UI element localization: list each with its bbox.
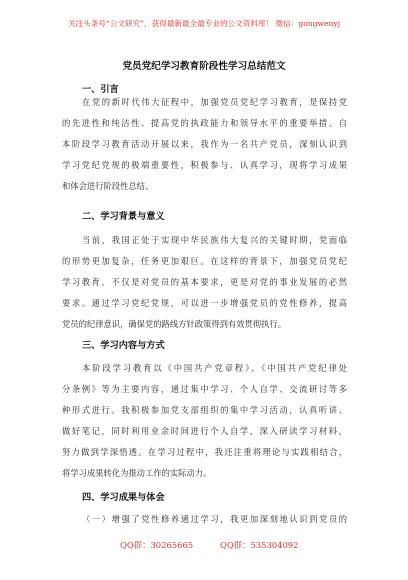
- paragraph-line: 的先进性和纯洁性、提高党的执政能力和领导水平的重要举措。自: [62, 118, 347, 128]
- paragraph-line: 党员的纪律意识，确保党的路线方针政策得到有效贯彻执行。: [62, 319, 287, 329]
- paragraph-line: 分条例》等为主要内容，通过集中学习、个人自学、交流研讨等多: [62, 384, 347, 394]
- section-heading: 二、学习背景与意义: [82, 211, 165, 222]
- paragraph-line: 和体会进行阶段性总结。: [62, 181, 154, 191]
- paragraph-line: 当前，我国正处于实现中华民族伟大复兴的关键时期，党面临: [82, 235, 347, 245]
- paragraph-line: （一）增强了党性修养通过学习，我更加深刻地认识到党员的: [82, 514, 347, 524]
- paragraph-line: 将学习成果转化为推动工作的实际动力。: [62, 468, 212, 478]
- paragraph-line: 做好笔记，同时利用业余时间进行个人自学，深入研读学习材料，: [62, 426, 347, 436]
- paragraph-line: 学习党纪党规的极端重要性，积极参与、认真学习，现将学习成果: [62, 160, 347, 170]
- footer-qq-group-2: QQ群：535304092: [220, 540, 299, 550]
- section-heading: 四、学习成果与体会: [82, 492, 165, 503]
- section-heading: 三、学习内容与方式: [82, 340, 165, 351]
- document-title: 党员党纪学习教育阶段性学习总结范文: [122, 61, 286, 72]
- header-banner: 关注头条号“公文研究”，获得最新最全最专业的公文资料库！ 微信：gongwenyj: [67, 19, 341, 28]
- section-heading: 一、引言: [82, 84, 119, 95]
- footer-qq-group-1: QQ群：30265665: [120, 540, 194, 550]
- paragraph-line: 本阶段学习教育以《中国共产党章程》、《中国共产党纪律处: [82, 363, 347, 373]
- paragraph-line: 本阶段学习教育活动开展以来，我作为一名共产党员，深刻认识到: [62, 139, 347, 149]
- paragraph-line: 的形势更加复杂，任务更加艰巨。在这样的背景下，加强党员党纪: [62, 256, 347, 266]
- paragraph-line: 在党的新时代伟大征程中，加强党员党纪学习教育，是保持党: [82, 97, 347, 107]
- paragraph-line: 要求。通过学习党纪党规，可以进一步增强党员的党性修养，提高: [62, 298, 347, 308]
- paragraph-line: 种形式进行。我积极参加党支部组织的集中学习活动，认真听讲、: [62, 405, 347, 415]
- paragraph-line: 学习教育，不仅是对党员的基本要求，更是对党的事业发展的必然: [62, 277, 347, 287]
- paragraph-line: 努力做到学深悟透。在学习过程中，我还注重将理论与实践相结合，: [62, 447, 347, 457]
